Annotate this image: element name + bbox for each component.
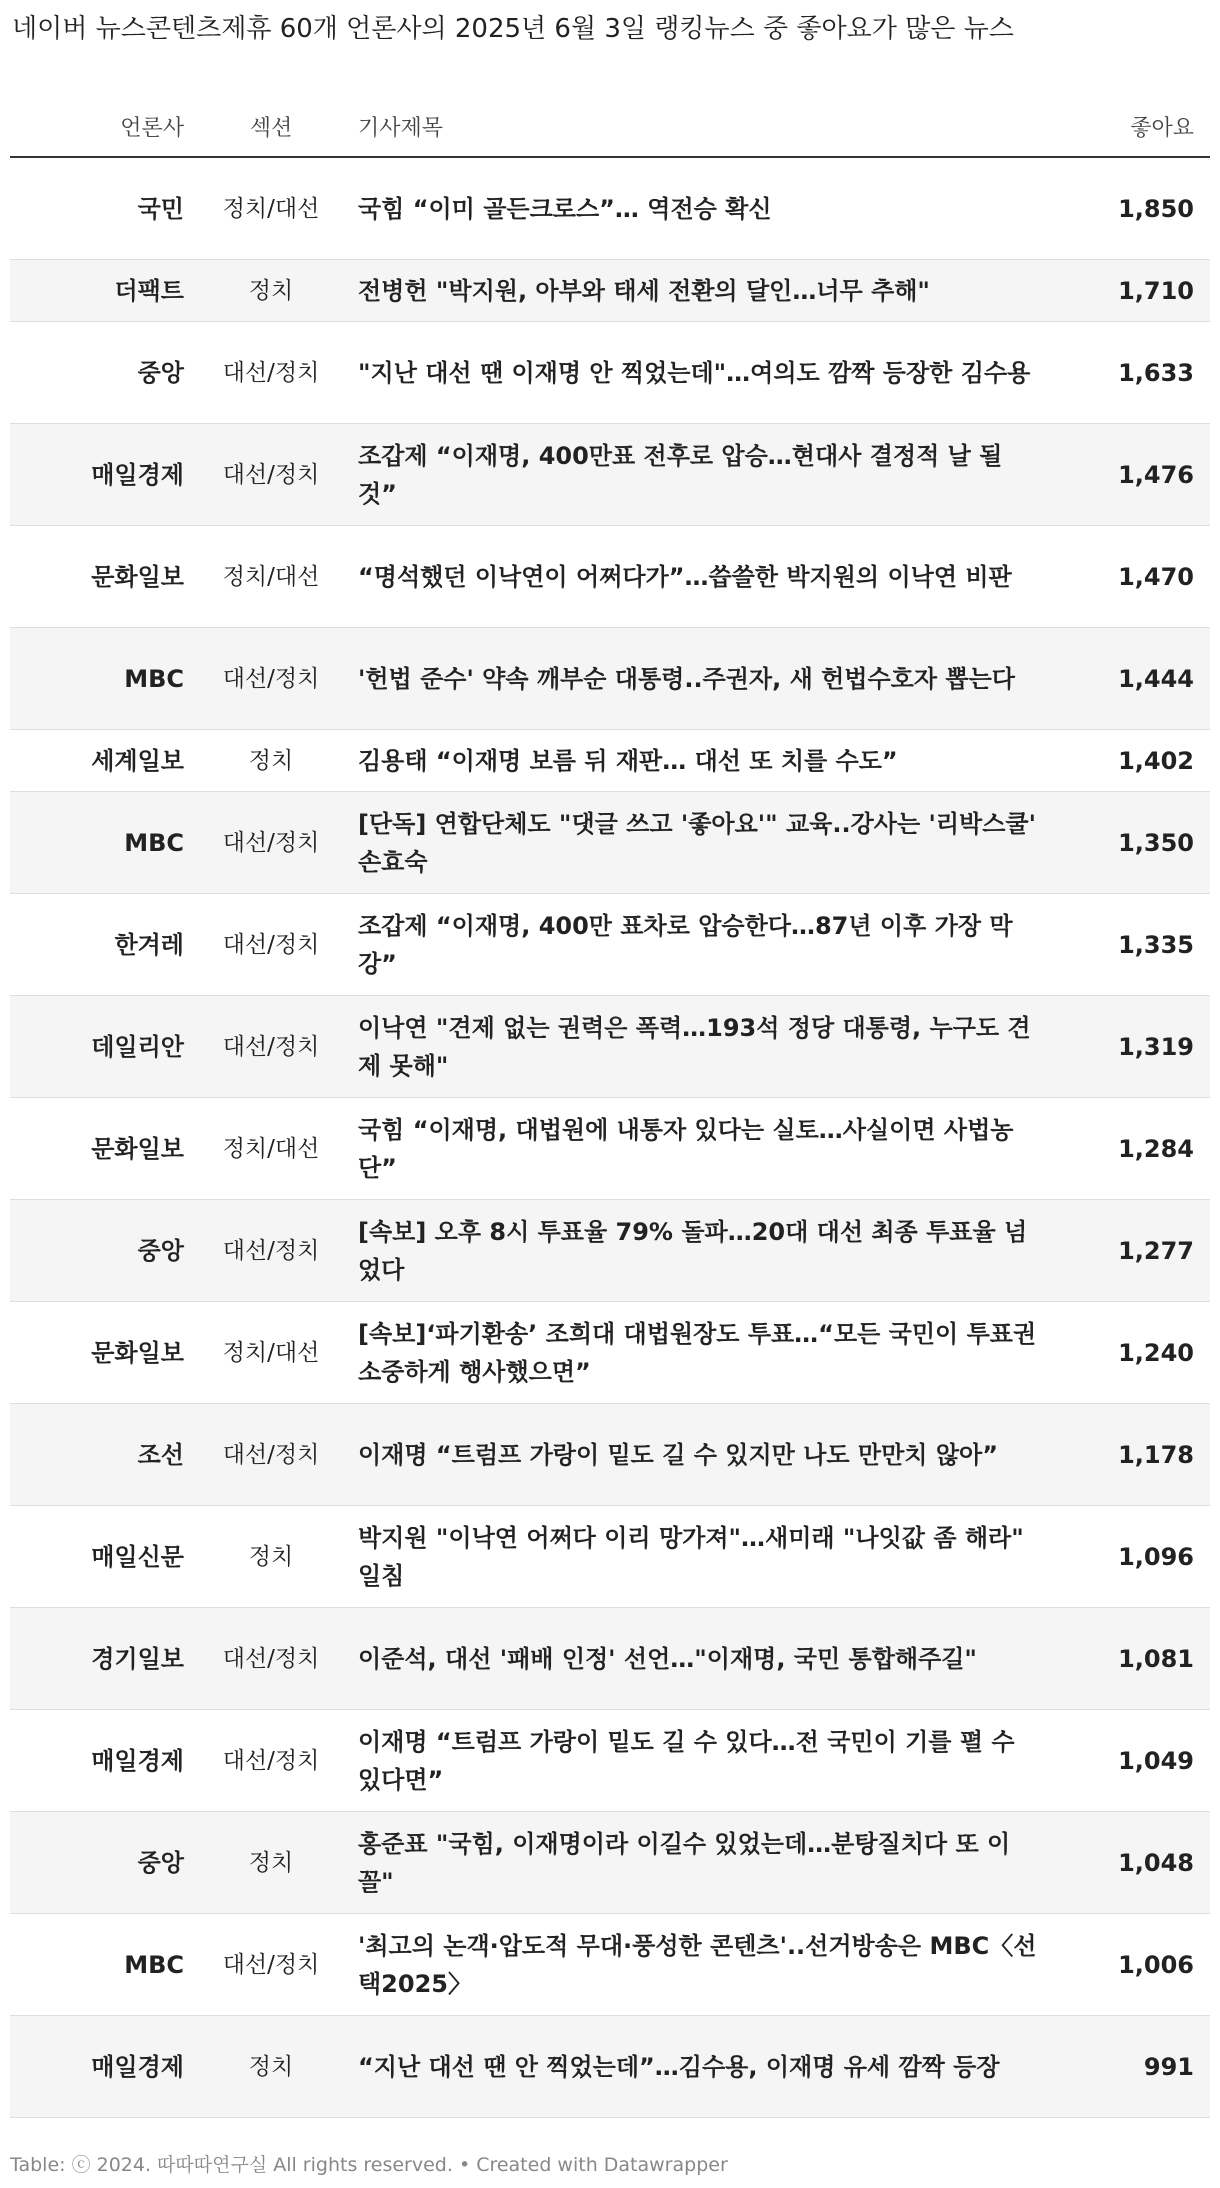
cell-section: 대선/정치 [200, 996, 342, 1098]
cell-headline: 국힘 “이미 골든크로스”… 역전승 확신 [342, 157, 1058, 260]
table-row [10, 526, 1210, 628]
table-row [10, 1608, 1210, 1710]
table-row [10, 628, 1210, 730]
cell-outlet: MBC [10, 792, 200, 894]
table-row [10, 1098, 1210, 1200]
cell-likes: 1,470 [1058, 526, 1210, 628]
column-header-outlet: 언론사 [10, 96, 200, 157]
table-row [10, 322, 1210, 424]
cell-headline: '최고의 논객·압도적 무대·풍성한 콘텐츠'..선거방송은 MBC〈선택2025〉 [342, 1914, 1058, 2016]
cell-outlet: 조선 [10, 1404, 200, 1506]
cell-headline: “명석했던 이낙연이 어쩌다가”…씁쓸한 박지원의 이낙연 비판 [342, 526, 1058, 628]
cell-likes: 1,240 [1058, 1302, 1210, 1404]
cell-section: 대선/정치 [200, 322, 342, 424]
cell-section: 정치/대선 [200, 526, 342, 628]
cell-section: 정치/대선 [200, 1098, 342, 1200]
cell-headline: “지난 대선 땐 안 찍었는데”…김수용, 이재명 유세 깜짝 등장 [342, 2016, 1058, 2118]
table-row [10, 1506, 1210, 1608]
cell-section: 정치 [200, 260, 342, 322]
cell-headline: 이낙연 "견제 없는 권력은 폭력…193석 정당 대통령, 누구도 견제 못해" [342, 996, 1058, 1098]
cell-section: 대선/정치 [200, 1404, 342, 1506]
table-header [10, 96, 1210, 157]
cell-likes: 1,081 [1058, 1608, 1210, 1710]
column-header-likes: 좋아요 [1058, 96, 1210, 157]
cell-headline: 국힘 “이재명, 대법원에 내통자 있다는 실토…사실이면 사법농단” [342, 1098, 1058, 1200]
cell-section: 정치 [200, 730, 342, 792]
cell-outlet: 한겨레 [10, 894, 200, 996]
cell-outlet: 중앙 [10, 1812, 200, 1914]
header-row [10, 96, 1210, 157]
column-header-headline: 기사제목 [342, 96, 1058, 157]
cell-likes: 1,319 [1058, 996, 1210, 1098]
cell-likes: 1,006 [1058, 1914, 1210, 2016]
table-footer-credit: Table: ⓒ 2024. 따따따연구실 All rights reserved. • Created with Datawrapper [10, 2154, 728, 2176]
cell-headline: 박지원 "이낙연 어쩌다 이리 망가져"…새미래 "나잇값 좀 해라" 일침 [342, 1506, 1058, 1608]
cell-section: 정치/대선 [200, 157, 342, 260]
cell-headline: 이재명 “트럼프 가랑이 밑도 길 수 있지만 나도 만만치 않아” [342, 1404, 1058, 1506]
cell-section: 정치 [200, 1506, 342, 1608]
cell-likes: 1,444 [1058, 628, 1210, 730]
cell-outlet: 경기일보 [10, 1608, 200, 1710]
cell-outlet: 문화일보 [10, 526, 200, 628]
cell-headline: 조갑제 “이재명, 400만표 전후로 압승…현대사 결정적 날 될 것” [342, 424, 1058, 526]
cell-headline: '헌법 준수' 약속 깨부순 대통령..주권자, 새 헌법수호자 뽑는다 [342, 628, 1058, 730]
cell-section: 대선/정치 [200, 894, 342, 996]
cell-outlet: 매일경제 [10, 2016, 200, 2118]
cell-outlet: 문화일보 [10, 1098, 200, 1200]
table-row [10, 1710, 1210, 1812]
column-header-section: 섹션 [200, 96, 342, 157]
table-row [10, 996, 1210, 1098]
cell-likes: 1,049 [1058, 1710, 1210, 1812]
cell-outlet: 중앙 [10, 1200, 200, 1302]
table-row [10, 792, 1210, 894]
cell-section: 정치/대선 [200, 1302, 342, 1404]
cell-section: 대선/정치 [200, 1200, 342, 1302]
cell-likes: 1,284 [1058, 1098, 1210, 1200]
table-row [10, 1200, 1210, 1302]
cell-section: 대선/정치 [200, 1710, 342, 1812]
cell-headline: [속보]‘파기환송’ 조희대 대법원장도 투표…“모든 국민이 투표권 소중하게 행사했으면” [342, 1302, 1058, 1404]
cell-outlet: 문화일보 [10, 1302, 200, 1404]
cell-headline: [단독] 연합단체도 "댓글 쓰고 '좋아요'" 교육..강사는 '리박스쿨' 손효숙 [342, 792, 1058, 894]
cell-headline: "지난 대선 땐 이재명 안 찍었는데"…여의도 깜짝 등장한 김수용 [342, 322, 1058, 424]
cell-headline: 홍준표 "국힘, 이재명이라 이길수 있었는데…분탕질치다 또 이 꼴" [342, 1812, 1058, 1914]
news-table [10, 96, 1210, 2118]
table-row [10, 424, 1210, 526]
table-row [10, 260, 1210, 322]
table-body [10, 157, 1210, 2118]
cell-likes: 1,335 [1058, 894, 1210, 996]
page-title: 네이버 뉴스콘텐츠제휴 60개 언론사의 2025년 6월 3일 랭킹뉴스 중 좋아요가 많은 뉴스 [12, 14, 1014, 44]
cell-headline: 전병헌 "박지원, 아부와 태세 전환의 달인…너무 추해" [342, 260, 1058, 322]
table-row [10, 730, 1210, 792]
table-row [10, 2016, 1210, 2118]
cell-likes: 1,710 [1058, 260, 1210, 322]
cell-outlet: 매일경제 [10, 424, 200, 526]
cell-section: 대선/정치 [200, 792, 342, 894]
cell-likes: 1,476 [1058, 424, 1210, 526]
cell-outlet: 매일신문 [10, 1506, 200, 1608]
cell-likes: 991 [1058, 2016, 1210, 2118]
table-row [10, 1302, 1210, 1404]
cell-outlet: 데일리안 [10, 996, 200, 1098]
table-row [10, 1812, 1210, 1914]
cell-outlet: 매일경제 [10, 1710, 200, 1812]
cell-likes: 1,350 [1058, 792, 1210, 894]
news-table-container [10, 96, 1210, 2118]
cell-headline: 이준석, 대선 '패배 인정' 선언…"이재명, 국민 통합해주길" [342, 1608, 1058, 1710]
cell-likes: 1,277 [1058, 1200, 1210, 1302]
cell-section: 대선/정치 [200, 424, 342, 526]
table-row [10, 157, 1210, 260]
cell-section: 대선/정치 [200, 628, 342, 730]
cell-headline: 이재명 “트럼프 가랑이 밑도 길 수 있다…전 국민이 기를 펼 수 있다면” [342, 1710, 1058, 1812]
cell-outlet: MBC [10, 1914, 200, 2016]
cell-headline: 김용태 “이재명 보름 뒤 재판… 대선 또 치를 수도” [342, 730, 1058, 792]
cell-likes: 1,402 [1058, 730, 1210, 792]
table-row [10, 1404, 1210, 1506]
cell-outlet: 더팩트 [10, 260, 200, 322]
cell-likes: 1,633 [1058, 322, 1210, 424]
cell-likes: 1,096 [1058, 1506, 1210, 1608]
cell-outlet: MBC [10, 628, 200, 730]
cell-section: 정치 [200, 1812, 342, 1914]
cell-section: 대선/정치 [200, 1914, 342, 2016]
cell-section: 대선/정치 [200, 1608, 342, 1710]
cell-section: 정치 [200, 2016, 342, 2118]
cell-likes: 1,048 [1058, 1812, 1210, 1914]
cell-likes: 1,850 [1058, 157, 1210, 260]
table-row [10, 1914, 1210, 2016]
cell-outlet: 국민 [10, 157, 200, 260]
table-row [10, 894, 1210, 996]
cell-outlet: 중앙 [10, 322, 200, 424]
cell-outlet: 세계일보 [10, 730, 200, 792]
cell-likes: 1,178 [1058, 1404, 1210, 1506]
cell-headline: [속보] 오후 8시 투표율 79% 돌파…20대 대선 최종 투표율 넘었다 [342, 1200, 1058, 1302]
cell-headline: 조갑제 “이재명, 400만 표차로 압승한다…87년 이후 가장 막강” [342, 894, 1058, 996]
